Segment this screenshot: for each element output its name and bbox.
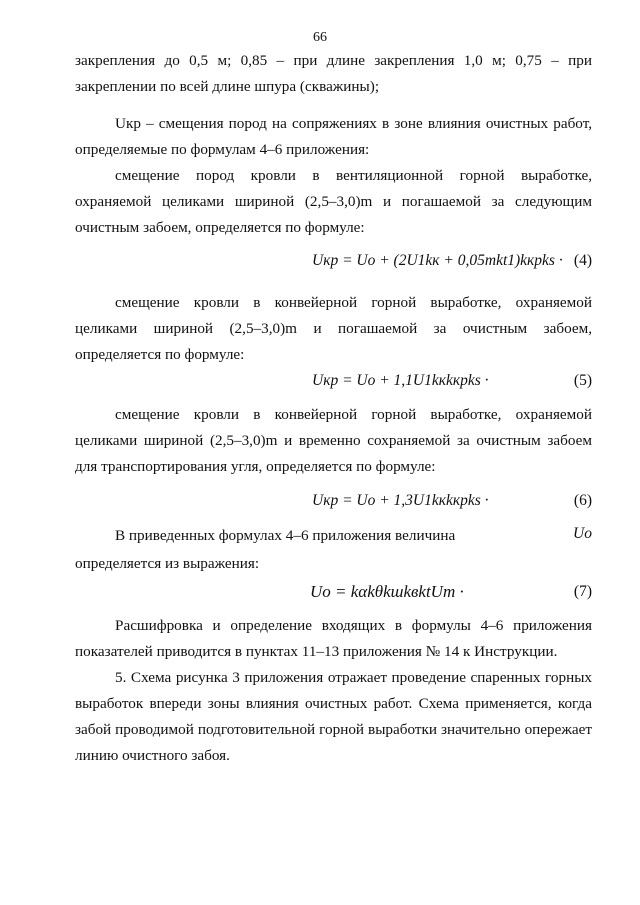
paragraph-1: закрепления до 0,5 м; 0,85 – при длине закрепления 1,0 м; 0,75 – при закреплении по всей длине шпура (скважины); <box>75 52 592 95</box>
paragraph-5: смещение кровли в конвейерной горной выработке, охраняемой целиками шириной (2,5–3,0)m и временно сохраняемой за очистным забоем для транспортирования угля, определяется по формуле: <box>75 406 592 475</box>
paragraph-8: Расшифровка и определение входящих в формулы 4–6 приложения показателей приводится в пунктах 11–13 приложения № 14 к Инструкции. <box>75 617 592 660</box>
paragraph-7: определяется из выражения: <box>75 555 260 572</box>
u0-symbol: Uо <box>573 525 592 542</box>
paragraph-2: Uкр – смещения пород на сопряжениях в зоне влияния очистных работ, определяемые по формулам 4–6 приложения: <box>75 115 592 158</box>
formula-7: Uо = kαkθkшkвktUт · <box>310 582 464 601</box>
formula-5-number: (5) <box>573 372 592 389</box>
paragraph-9: 5. Схема рисунка 3 приложения отражает проведение спаренных горных выработок впереди зоны влияния очистных работ. Схема применяется, когда забой проводимой подготовительной горной выработки значительно опережает линию очистного забоя. <box>75 669 592 764</box>
paragraph-4: смещение кровли в конвейерной горной выработке, охраняемой целиками шириной (2,5–3,0)m и погашаемой за очистным забоем, определяется по формуле: <box>75 294 592 363</box>
formula-5: Uкр = Uо + 1,1U1kкkкрks · <box>312 372 489 389</box>
page-number: 66 <box>313 30 327 45</box>
formula-6: Uкр = Uо + 1,3U1kкkкрks · <box>312 492 489 509</box>
paragraph-3: смещение пород кровли в вентиляционной горной выработке, охраняемой целиками шириной (2,5–3,0)m и погашаемой за следующим очистным забоем, определяется по формуле: <box>75 167 592 236</box>
paragraph-6: В приведенных формулах 4–6 приложения величина <box>115 527 456 544</box>
formula-7-number: (7) <box>573 583 592 600</box>
formula-4: Uкр = Uо + (2U1kк + 0,05mkt1)kкрks · <box>312 252 563 269</box>
formula-6-number: (6) <box>573 492 592 509</box>
formula-4-number: (4) <box>573 252 592 269</box>
